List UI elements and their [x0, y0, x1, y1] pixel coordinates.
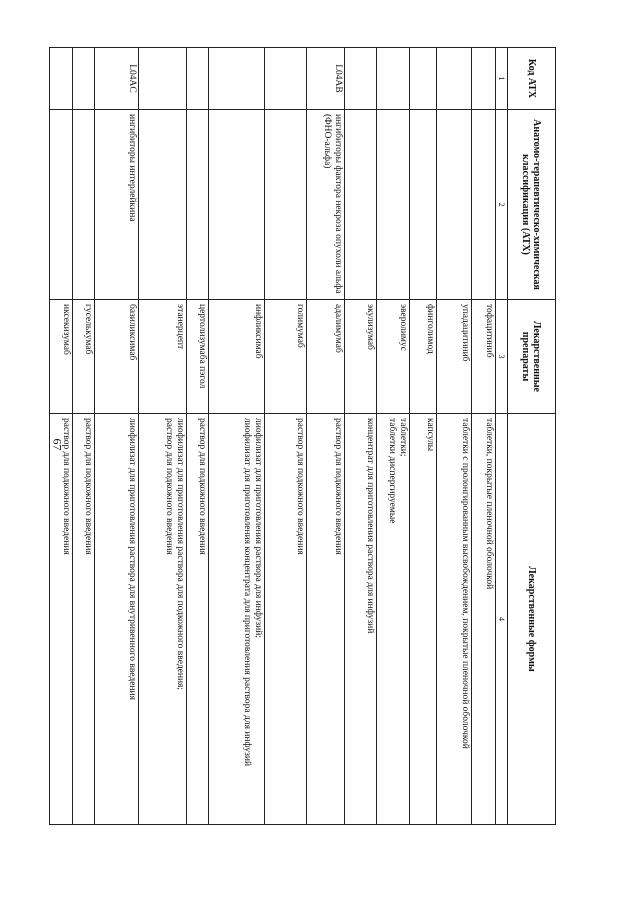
cell-code [209, 48, 265, 110]
table-row [410, 48, 437, 825]
page-number: 67 [50, 438, 65, 451]
table-row [265, 48, 307, 825]
table-row [139, 48, 187, 825]
cell-code [437, 48, 472, 110]
cell-code [187, 48, 209, 110]
cell-drug: иксекизумаб [50, 300, 73, 414]
cell-drug: цертолизумаба пэгол [187, 300, 209, 414]
cell-classification [410, 110, 437, 300]
header-forms: Лекарственные формы [508, 414, 556, 825]
cell-code [377, 48, 410, 110]
table-row [50, 48, 73, 825]
cell-form: таблетки; таблетки диспергируемые [377, 414, 410, 825]
cell-code [265, 48, 307, 110]
cell-classification [345, 110, 377, 300]
cell-drug: адалимумаб [307, 300, 345, 414]
cell-form: концентрат для приготовления раствора для инфузий [345, 414, 377, 825]
column-number: 2 [496, 110, 508, 300]
column-number: 4 [496, 414, 508, 825]
header-drugs: Лекарственные препараты [508, 300, 556, 414]
cell-form: лиофилизат для приготовления раствора для инфузий; лиофилизат для приготовления концентрата для приготовления раствора для инфузий [209, 414, 265, 825]
cell-form: лиофилизат для приготовления раствора для внутривенного введения [95, 414, 139, 825]
cell-form: раствор для подкожного введения [187, 414, 209, 825]
table-row [95, 48, 139, 825]
cell-classification [437, 110, 472, 300]
header-code: Код АТХ [508, 48, 556, 110]
cell-classification: ингибиторы фактора некроза опухоли альфа (ФНО-альфа) [307, 110, 345, 300]
table-body [50, 48, 496, 825]
cell-drug: тофацитиниб [472, 300, 496, 414]
cell-classification [73, 110, 95, 300]
cell-drug: базиликсимаб [95, 300, 139, 414]
cell-drug: гуселькумаб [73, 300, 95, 414]
cell-form: лиофилизат для приготовления раствора для подкожного введения; раствор для подкожного введения [139, 414, 187, 825]
cell-form: раствор для подкожного введения [307, 414, 345, 825]
cell-classification [139, 110, 187, 300]
table-row [187, 48, 209, 825]
cell-drug: этанерцепт [139, 300, 187, 414]
drug-table [49, 47, 556, 825]
cell-classification [209, 110, 265, 300]
table-row [307, 48, 345, 825]
cell-drug: эверолимус [377, 300, 410, 414]
table-row [472, 48, 496, 825]
cell-form: капсулы [410, 414, 437, 825]
cell-drug: инфликсимаб [209, 300, 265, 414]
cell-classification [50, 110, 73, 300]
cell-drug: экулизумаб [345, 300, 377, 414]
cell-code [345, 48, 377, 110]
cell-code: L04AC [95, 48, 139, 110]
table-row [73, 48, 95, 825]
cell-code [139, 48, 187, 110]
cell-drug: голимумаб [265, 300, 307, 414]
cell-code [410, 48, 437, 110]
table-row [377, 48, 410, 825]
cell-drug: упадацитиниб [437, 300, 472, 414]
cell-classification [377, 110, 410, 300]
cell-form: таблетки, покрытые пленочной оболочкой [472, 414, 496, 825]
cell-form: раствор для подкожного введения [73, 414, 95, 825]
column-number: 1 [496, 48, 508, 110]
cell-form: таблетки с пролонгированным высвобождением, покрытые пленочной оболочкой [437, 414, 472, 825]
cell-code [50, 48, 73, 110]
rotated-table-container [61, 47, 556, 824]
cell-classification [187, 110, 209, 300]
table-row [437, 48, 472, 825]
cell-drug: финголимод [410, 300, 437, 414]
table-row [209, 48, 265, 825]
cell-classification [472, 110, 496, 300]
cell-form: раствор для подкожного введения [50, 414, 73, 825]
header-classification: Анатомо-терапевтическо-химическая классификация (АТХ) [508, 110, 556, 300]
cell-code: L04AB [307, 48, 345, 110]
table-row [345, 48, 377, 825]
cell-classification [265, 110, 307, 300]
cell-classification: ингибиторы интерлейкина [95, 110, 139, 300]
cell-code [472, 48, 496, 110]
column-number: 3 [496, 300, 508, 414]
cell-code [73, 48, 95, 110]
cell-form: раствор для подкожного введения [265, 414, 307, 825]
